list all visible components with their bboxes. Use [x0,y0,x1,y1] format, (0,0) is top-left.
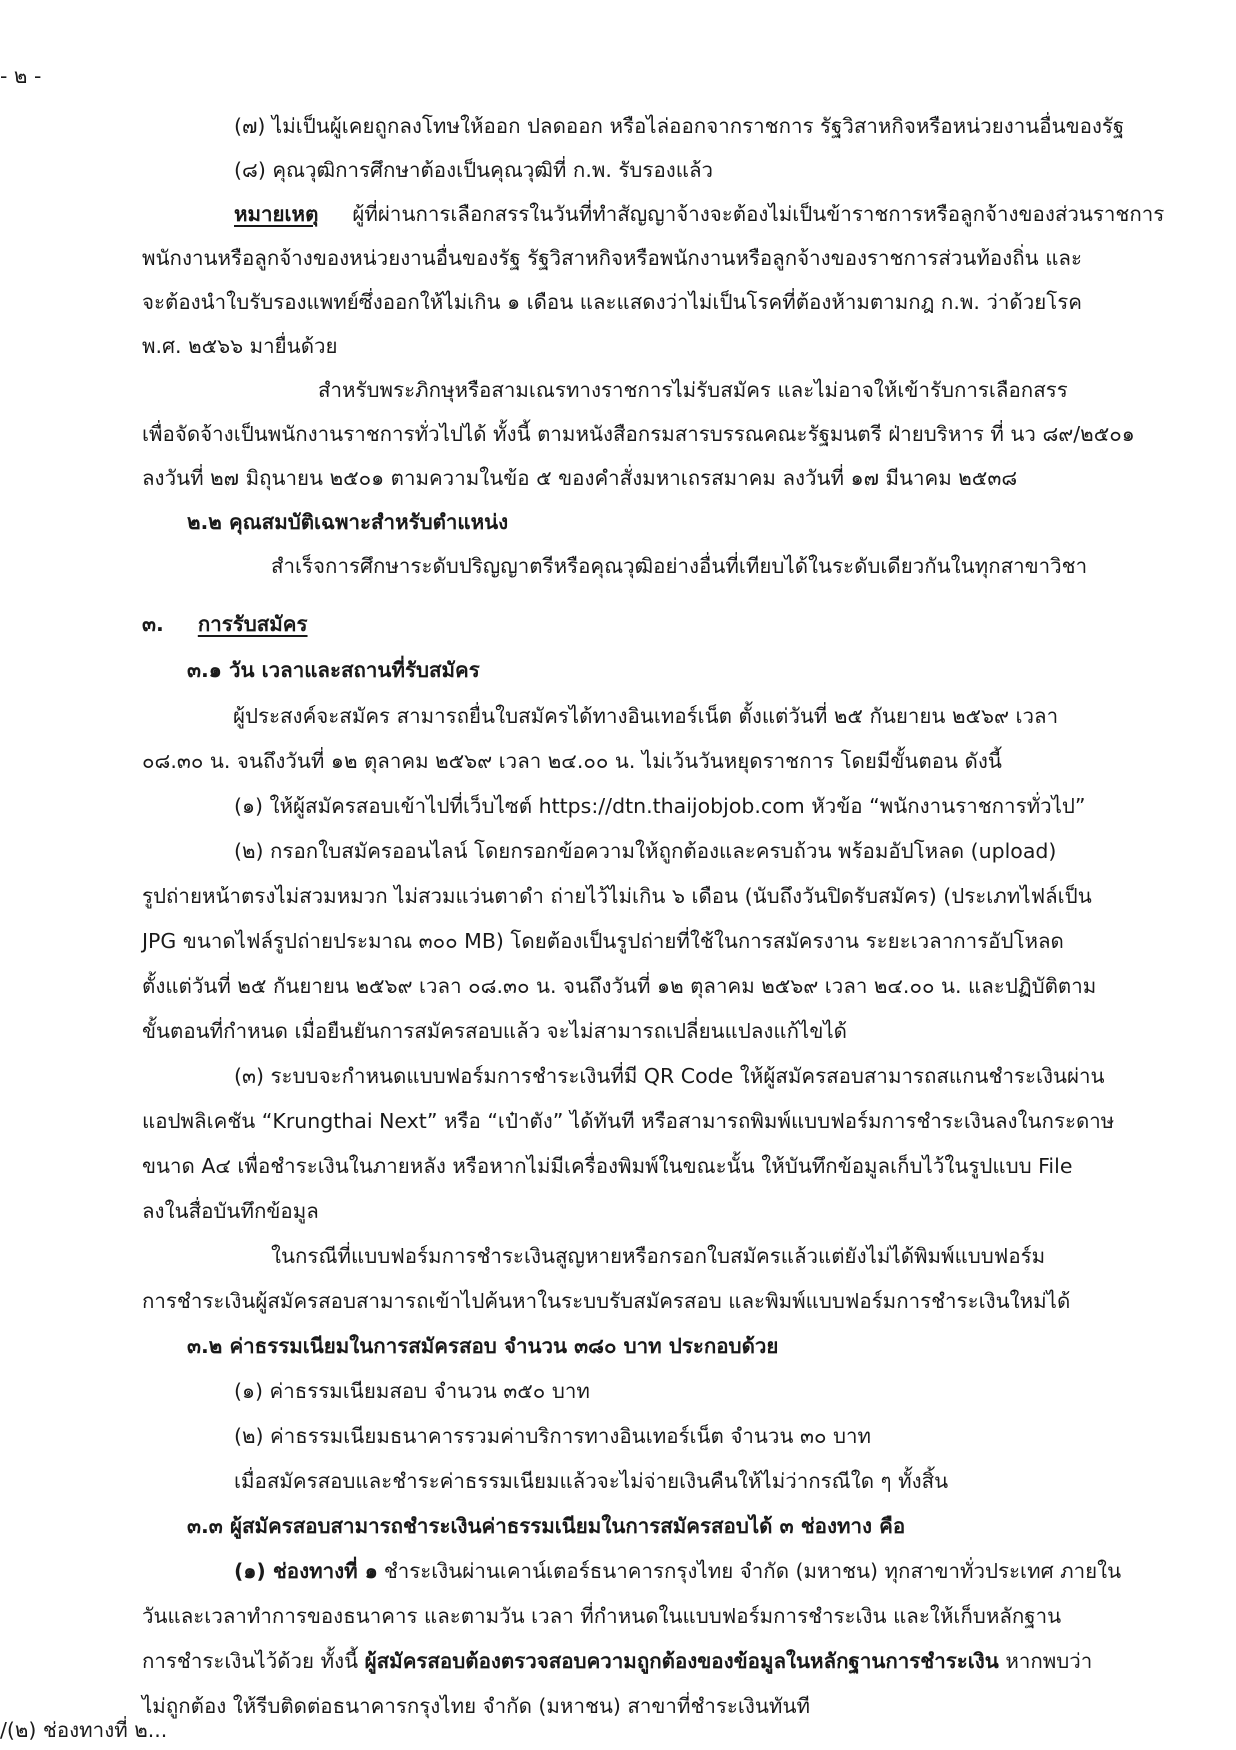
step-3-line-3: ขนาด A๔ เพื่อชำระเงินในภายหลัง หรือหากไม่มีเครื่องพิมพ์ในขณะนั้น ให้บันทึกข้อมูลเก็บไว้ในรูปแบบ File [142,1154,1073,1178]
channel-1-label: (๑) ช่องทางที่ ๑ [234,1559,378,1583]
remark-line-3: จะต้องนำใบรับรองแพทย์ซึ่งออกให้ไม่เกิน ๑ เดือน และแสดงว่าไม่เป็นโรคที่ต้องห้ามตามกฎ ก.พ. ว่าด้วยโรค [142,290,1082,314]
fee-item-2: (๒) ค่าธรรมเนียมธนาคารรวมค่าบริการทางอินเทอร์เน็ต จำนวน ๓๐ บาท [234,1424,872,1448]
channel-1-emphasis: ผู้สมัครสอบต้องตรวจสอบความถูกต้องของข้อมูลในหลักฐานการชำระเงิน [364,1649,999,1673]
channel-1-line-3 [142,1641,1092,1681]
monks-line-1: สำหรับพระภิกษุหรือสามเณรทางราชการไม่รับสมัคร และไม่อาจให้เข้ารับการเลือกสรร [318,378,1068,402]
monks-line-2: เพื่อจัดจ้างเป็นพนักงานราชการทั่วไปได้ ทั้งนี้ ตามหนังสือกรมสารบรรณคณะรัฐมนตรี ฝ่ายบริหาร ที่ นว ๘๙/๒๕๐๑ [142,422,1135,446]
section-3-heading [142,604,308,644]
step-3-line-1: (๓) ระบบจะกำหนดแบบฟอร์มการชำระเงินที่มี QR Code ให้ผู้สมัครสอบสามารถสแกนชำระเงินผ่าน [234,1064,1105,1088]
channel-1-text: ชำระเงินผ่านเคาน์เตอร์ธนาคารกรุงไทย จำกัด (มหาชน) ทุกสาขาทั่วประเทศ ภายใน [383,1559,1122,1583]
continuation-marker: /(๒) ช่องทางที่ ๒... [0,1718,168,1742]
remark-label: หมายเหตุ [234,202,319,226]
section-3-2-heading: ๓.๒ ค่าธรรมเนียมในการสมัครสอบ จำนวน ๓๘๐ บาท ประกอบด้วย [187,1334,779,1358]
section-3-1-line-2: ๐๘.๓๐ น. จนถึงวันที่ ๑๒ ตุลาคม ๒๕๖๙ เวลา ๒๔.๐๐ น. ไม่เว้นวันหยุดราชการ โดยมีขั้นตอน ดังนี้ [142,749,1002,773]
fee-item-1: (๑) ค่าธรรมเนียมสอบ จำนวน ๓๕๐ บาท [234,1379,590,1403]
section-3-3-heading: ๓.๓ ผู้สมัครสอบสามารถชำระเงินค่าธรรมเนียมในการสมัครสอบได้ ๓ ช่องทาง คือ [187,1514,906,1538]
step-1: (๑) ให้ผู้สมัครสอบเข้าไปที่เว็บไซต์ https://dtn.thaijobjob.com หัวข้อ “พนักงานราชการทั่วไป” [234,794,1086,818]
section-3-number: ๓. [142,612,164,636]
lost-form-line-2: การชำระเงินผู้สมัครสอบสามารถเข้าไปค้นหาในระบบรับสมัครสอบ และพิมพ์แบบฟอร์มการชำระเงินใหม่ได้ [142,1289,1071,1313]
qualification-item-8: (๘) คุณวุฒิการศึกษาต้องเป็นคุณวุฒิที่ ก.พ. รับรองแล้ว [234,158,714,182]
channel-1-line-1 [234,1551,1121,1591]
remark-line-1 [234,194,1164,234]
channel-1-line-4: ไม่ถูกต้อง ให้รีบติดต่อธนาคารกรุงไทย จำกัด (มหาชน) สาขาที่ชำระเงินทันที [142,1694,810,1718]
section-2-2-body: สำเร็จการศึกษาระดับปริญญาตรีหรือคุณวุฒิอย่างอื่นที่เทียบได้ในระดับเดียวกันในทุกสาขาวิชา [271,554,1088,578]
section-3-1-line-1: ผู้ประสงค์จะสมัคร สามารถยื่นใบสมัครได้ทางอินเทอร์เน็ต ตั้งแต่วันที่ ๒๕ กันยายน ๒๕๖๙ เวลา [233,704,1059,728]
section-2-2-heading: ๒.๒ คุณสมบัติเฉพาะสำหรับตำแหน่ง [187,510,509,534]
channel-1-line-3-start: การชำระเงินไว้ด้วย ทั้งนี้ [142,1649,359,1673]
page-number: - ๒ - [0,64,42,88]
step-3-line-2: แอปพลิเคชัน “Krungthai Next” หรือ “เป๋าตัง” ได้ทันที หรือสามารถพิมพ์แบบฟอร์มการชำระเงินลงในกระดาษ [142,1109,1115,1133]
monks-line-3: ลงวันที่ ๒๗ มิถุนายน ๒๕๐๑ ตามความในข้อ ๕ ของคำสั่งมหาเถรสมาคม ลงวันที่ ๑๗ มีนาคม ๒๕๓๘ [142,466,1018,490]
step-2-line-5: ขั้นตอนที่กำหนด เมื่อยืนยันการสมัครสอบแล้ว จะไม่สามารถเปลี่ยนแปลงแก้ไขได้ [142,1019,847,1043]
remark-line-4: พ.ศ. ๒๕๖๖ มายื่นด้วย [142,334,338,358]
fee-note: เมื่อสมัครสอบและชำระค่าธรรมเนียมแล้วจะไม่จ่ายเงินคืนให้ไม่ว่ากรณีใด ๆ ทั้งสิ้น [234,1469,949,1493]
section-3-1-heading: ๓.๑ วัน เวลาและสถานที่รับสมัคร [187,658,480,682]
qualification-item-7: (๗) ไม่เป็นผู้เคยถูกลงโทษให้ออก ปลดออก หรือไล่ออกจากราชการ รัฐวิสาหกิจหรือหน่วยงานอื่นของรัฐ [234,114,1125,138]
section-3-title: การรับสมัคร [197,612,308,636]
step-3-line-4: ลงในสื่อบันทึกข้อมูล [142,1199,319,1223]
step-2-line-2: รูปถ่ายหน้าตรงไม่สวมหมวก ไม่สวมแว่นตาดำ ถ่ายไว้ไม่เกิน ๖ เดือน (นับถึงวันปิดรับสมัคร) (ประเภทไฟล์เป็น [142,884,1092,908]
channel-1-line-3-end: หากพบว่า [1005,1649,1093,1673]
remark-text: ผู้ที่ผ่านการเลือกสรรในวันที่ทำสัญญาจ้างจะต้องไม่เป็นข้าราชการหรือลูกจ้างของส่วนราชการ [352,202,1165,226]
channel-1-line-2: วันและเวลาทำการของธนาคาร และตามวัน เวลา ที่กำหนดในแบบฟอร์มการชำระเงิน และให้เก็บหลักฐาน [142,1604,1062,1628]
lost-form-line-1: ในกรณีที่แบบฟอร์มการชำระเงินสูญหายหรือกรอกใบสมัครแล้วแต่ยังไม่ได้พิมพ์แบบฟอร์ม [271,1244,1046,1268]
step-2-line-1: (๒) กรอกใบสมัครออนไลน์ โดยกรอกข้อความให้ถูกต้องและครบถ้วน พร้อมอัปโหลด (upload) [234,839,1057,863]
step-2-line-4: ตั้งแต่วันที่ ๒๕ กันยายน ๒๕๖๙ เวลา ๐๘.๓๐ น. จนถึงวันที่ ๑๒ ตุลาคม ๒๕๖๙ เวลา ๒๔.๐๐ น. และปฏิบัติตาม [142,974,1097,998]
step-2-line-3: JPG ขนาดไฟล์รูปถ่ายประมาณ ๓๐๐ MB) โดยต้องเป็นรูปถ่ายที่ใช้ในการสมัครงาน ระยะเวลาการอัปโหลด [142,929,1064,953]
remark-line-2: พนักงานหรือลูกจ้างของหน่วยงานอื่นของรัฐ รัฐวิสาหกิจหรือพนักงานหรือลูกจ้างของราชการส่วนท้องถิ่น และ [142,246,1082,270]
